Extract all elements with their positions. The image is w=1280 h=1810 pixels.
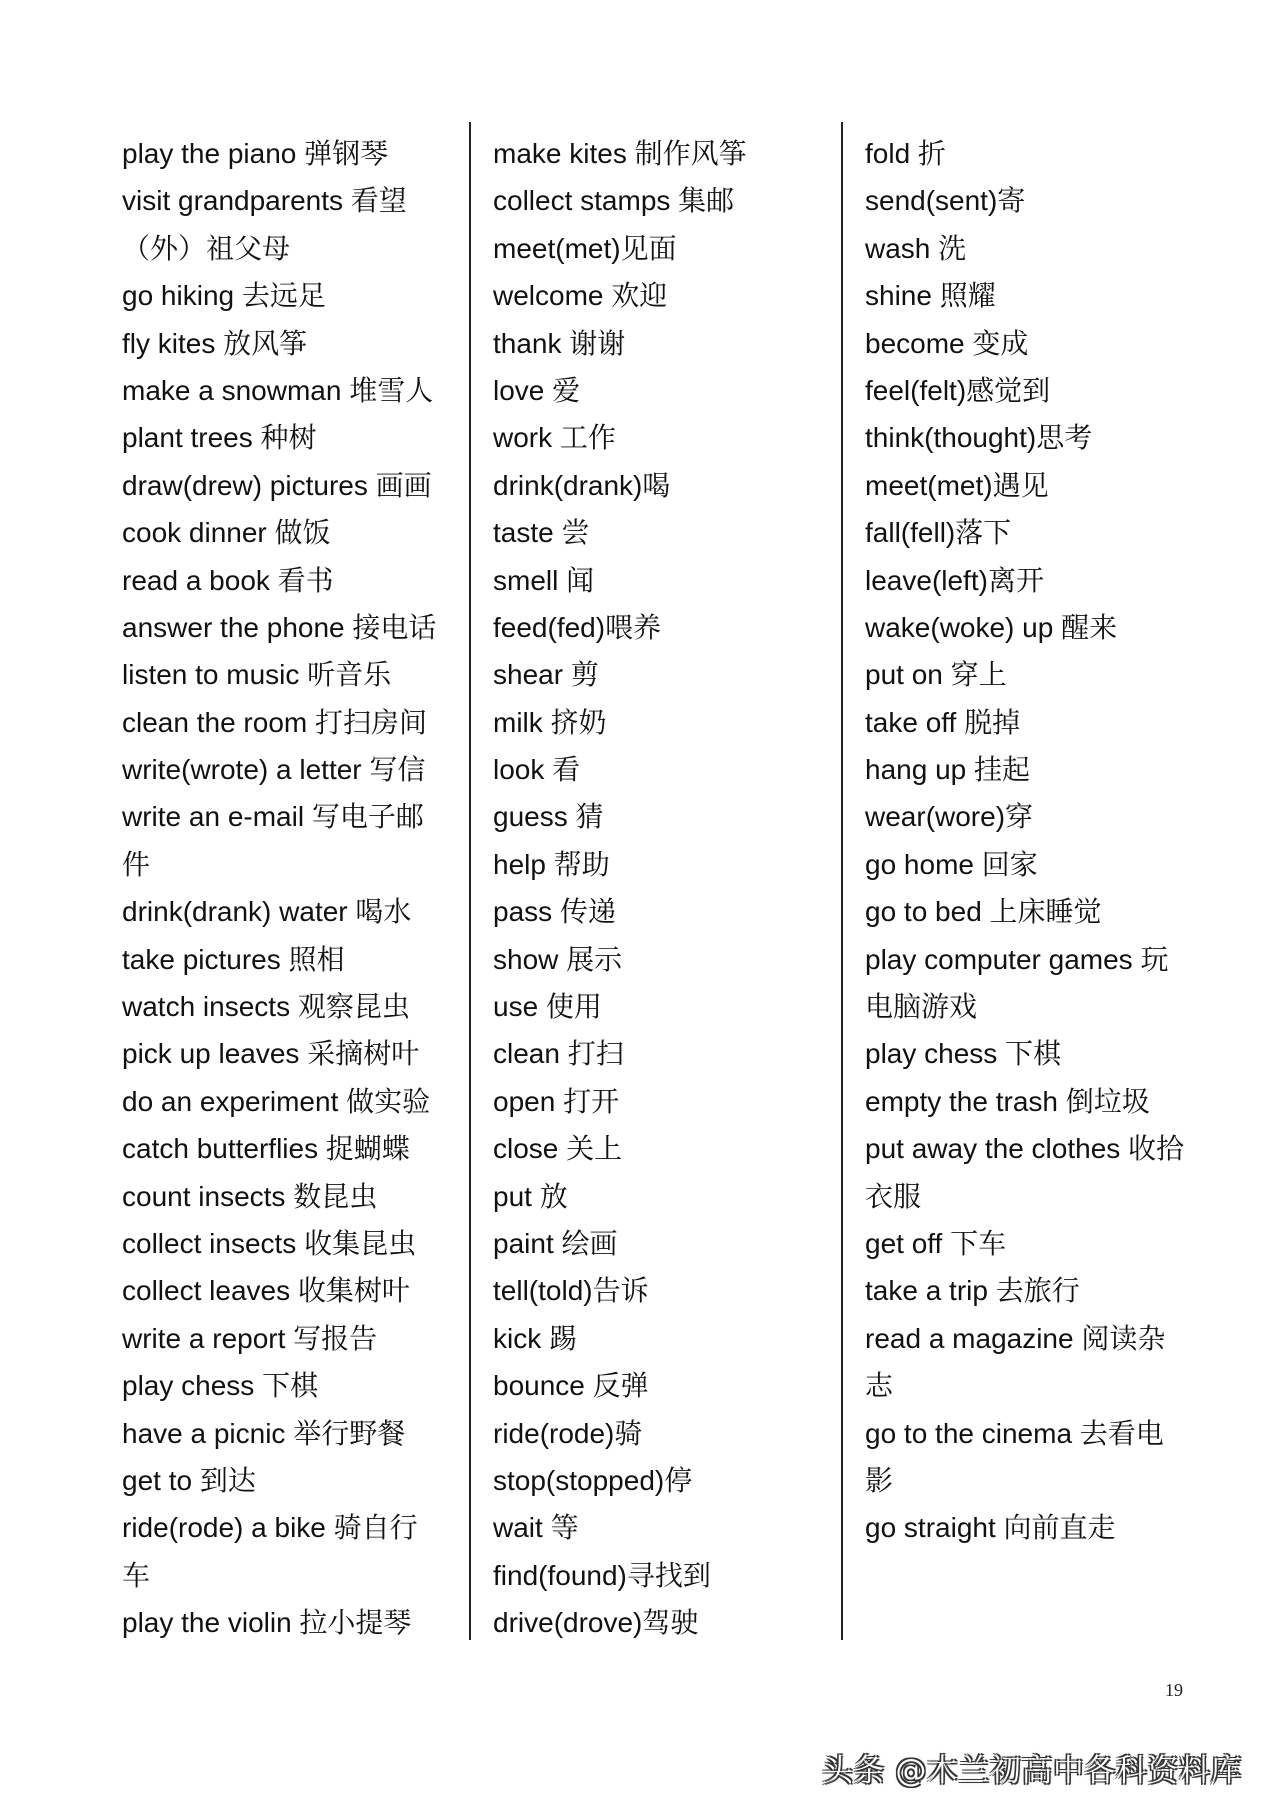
vocabulary-entry: watch insects 观察昆虫 xyxy=(122,991,410,1023)
vocabulary-entry: have a picnic 举行野餐 xyxy=(122,1417,406,1449)
vocabulary-entry: shine 照耀 xyxy=(865,280,996,312)
vocabulary-entry: play chess 下棋 xyxy=(122,1370,319,1402)
vocabulary-entry: 电脑游戏 xyxy=(865,991,978,1023)
vocabulary-column-1 xyxy=(122,130,467,1647)
vocabulary-entry: bounce 反弹 xyxy=(493,1370,649,1402)
vocabulary-entry: work 工作 xyxy=(493,422,616,454)
vocabulary-entry: drive(drove)驾驶 xyxy=(493,1607,699,1639)
watermark: 头条 @木兰初高中各科资料库 xyxy=(822,1753,1242,1789)
vocabulary-entry: read a book 看书 xyxy=(122,564,334,596)
vocabulary-entry: taste 尝 xyxy=(493,517,590,549)
vocabulary-entry: write a report 写报告 xyxy=(122,1322,378,1354)
vocabulary-entry: fold 折 xyxy=(865,138,946,169)
vocabulary-entry: guess 猜 xyxy=(493,801,604,833)
vocabulary-entry: use 使用 xyxy=(493,991,602,1023)
vocabulary-entry: collect insects 收集昆虫 xyxy=(122,1227,417,1259)
vocabulary-entry: drink(drank)喝 xyxy=(493,469,671,501)
vocabulary-entry: stop(stopped)停 xyxy=(493,1464,693,1496)
column-divider-2 xyxy=(841,122,843,1640)
vocabulary-entry: play chess 下棋 xyxy=(865,1038,1062,1070)
vocabulary-entry: take pictures 照相 xyxy=(122,943,345,975)
vocabulary-entry: fall(fell)落下 xyxy=(865,517,1012,549)
vocabulary-entry: do an experiment 做实验 xyxy=(122,1085,431,1117)
vocabulary-entry: show 展示 xyxy=(493,943,623,975)
vocabulary-entry: make a snowman 堆雪人 xyxy=(122,374,434,406)
vocabulary-entry: （外）祖父母 xyxy=(122,232,291,264)
vocabulary-entry: close 关上 xyxy=(493,1133,623,1165)
vocabulary-entry: 车 xyxy=(122,1559,151,1591)
vocabulary-entry: collect stamps 集邮 xyxy=(493,185,735,217)
vocabulary-entry: meet(met)遇见 xyxy=(865,469,1049,501)
vocabulary-entry: feel(felt)感觉到 xyxy=(865,374,1051,406)
vocabulary-entry: 衣服 xyxy=(865,1180,922,1212)
vocabulary-entry: read a magazine 阅读杂 xyxy=(865,1322,1166,1354)
vocabulary-entry: 影 xyxy=(865,1464,894,1496)
vocabulary-entry: collect leaves 收集树叶 xyxy=(122,1275,410,1307)
vocabulary-entry: wake(woke) up 醒来 xyxy=(865,611,1118,643)
vocabulary-entry: milk 挤奶 xyxy=(493,706,607,738)
vocabulary-list-3 xyxy=(865,130,1210,1552)
vocabulary-entry: plant trees 种树 xyxy=(122,422,317,454)
vocabulary-entry: play the piano 弹钢琴 xyxy=(122,138,389,169)
vocabulary-entry: become 变成 xyxy=(865,327,1029,359)
vocabulary-entry: shear 剪 xyxy=(493,659,599,691)
vocabulary-entry: empty the trash 倒垃圾 xyxy=(865,1085,1150,1117)
vocabulary-entry: put 放 xyxy=(493,1180,568,1212)
vocabulary-entry: go home 回家 xyxy=(865,848,1038,880)
vocabulary-entry: thank 谢谢 xyxy=(493,327,626,359)
vocabulary-entry: 志 xyxy=(865,1370,894,1402)
vocabulary-entry: clean the room 打扫房间 xyxy=(122,706,427,738)
vocabulary-entry: answer the phone 接电话 xyxy=(122,611,437,643)
vocabulary-entry: help 帮助 xyxy=(493,848,610,880)
vocabulary-entry: go hiking 去远足 xyxy=(122,280,326,312)
column-divider-1 xyxy=(469,122,471,1640)
vocabulary-entry: wash 洗 xyxy=(865,232,967,264)
vocabulary-column-3 xyxy=(865,130,1210,1552)
vocabulary-entry: put away the clothes 收拾 xyxy=(865,1133,1185,1165)
vocabulary-entry: wear(wore)穿 xyxy=(865,801,1034,833)
vocabulary-entry: send(sent)寄 xyxy=(865,185,1026,217)
vocabulary-entry: love 爱 xyxy=(493,374,581,406)
vocabulary-entry: go to the cinema 去看电 xyxy=(865,1417,1164,1449)
vocabulary-entry: take off 脱掉 xyxy=(865,706,1021,738)
vocabulary-entry: write(wrote) a letter 写信 xyxy=(122,754,426,786)
vocabulary-entry: write an e-mail 写电子邮 xyxy=(122,801,424,833)
vocabulary-entry: paint 绘画 xyxy=(493,1227,618,1259)
vocabulary-entry: put on 穿上 xyxy=(865,659,1007,691)
vocabulary-column-2 xyxy=(493,130,838,1647)
vocabulary-entry: visit grandparents 看望 xyxy=(122,185,407,217)
vocabulary-entry: feed(fed)喂养 xyxy=(493,611,662,643)
vocabulary-entry: leave(left)离开 xyxy=(865,564,1044,596)
vocabulary-entry: pass 传递 xyxy=(493,896,616,928)
vocabulary-entry: play the violin 拉小提琴 xyxy=(122,1607,412,1639)
vocabulary-entry: catch butterflies 捉蝴蝶 xyxy=(122,1133,410,1165)
vocabulary-entry: drink(drank) water 喝水 xyxy=(122,896,412,928)
vocabulary-entry: cook dinner 做饭 xyxy=(122,517,331,549)
vocabulary-entry: look 看 xyxy=(493,754,581,786)
vocabulary-entry: clean 打扫 xyxy=(493,1038,624,1070)
vocabulary-entry: go to bed 上床睡觉 xyxy=(865,896,1102,928)
vocabulary-entry: think(thought)思考 xyxy=(865,422,1093,454)
vocabulary-entry: welcome 欢迎 xyxy=(493,280,668,312)
vocabulary-entry: go straight 向前直走 xyxy=(865,1512,1116,1544)
vocabulary-entry: open 打开 xyxy=(493,1085,620,1117)
vocabulary-entry: take a trip 去旅行 xyxy=(865,1275,1080,1307)
vocabulary-entry: hang up 挂起 xyxy=(865,754,1030,786)
vocabulary-entry: wait 等 xyxy=(493,1512,579,1544)
vocabulary-entry: draw(drew) pictures 画画 xyxy=(122,469,432,501)
vocabulary-entry: pick up leaves 采摘树叶 xyxy=(122,1038,420,1070)
vocabulary-entry: tell(told)告诉 xyxy=(493,1275,649,1307)
page-number: 19 xyxy=(1165,1680,1183,1700)
vocabulary-list-1 xyxy=(122,130,467,1647)
vocabulary-entry: count insects 数昆虫 xyxy=(122,1180,378,1212)
vocabulary-entry: ride(rode)骑 xyxy=(493,1417,643,1449)
vocabulary-entry: listen to music 听音乐 xyxy=(122,659,392,691)
vocabulary-entry: smell 闻 xyxy=(493,564,595,596)
vocabulary-entry: meet(met)见面 xyxy=(493,232,677,264)
vocabulary-entry: kick 踢 xyxy=(493,1322,578,1354)
vocabulary-entry: find(found)寻找到 xyxy=(493,1559,711,1591)
vocabulary-entry: 件 xyxy=(122,848,151,880)
vocabulary-entry: get off 下车 xyxy=(865,1227,1007,1259)
vocabulary-list-2 xyxy=(493,130,838,1647)
vocabulary-entry: make kites 制作风筝 xyxy=(493,138,747,169)
vocabulary-entry: get to 到达 xyxy=(122,1464,256,1496)
vocabulary-entry: play computer games 玩 xyxy=(865,943,1169,975)
vocabulary-entry: ride(rode) a bike 骑自行 xyxy=(122,1512,418,1544)
vocabulary-entry: fly kites 放风筝 xyxy=(122,327,308,359)
